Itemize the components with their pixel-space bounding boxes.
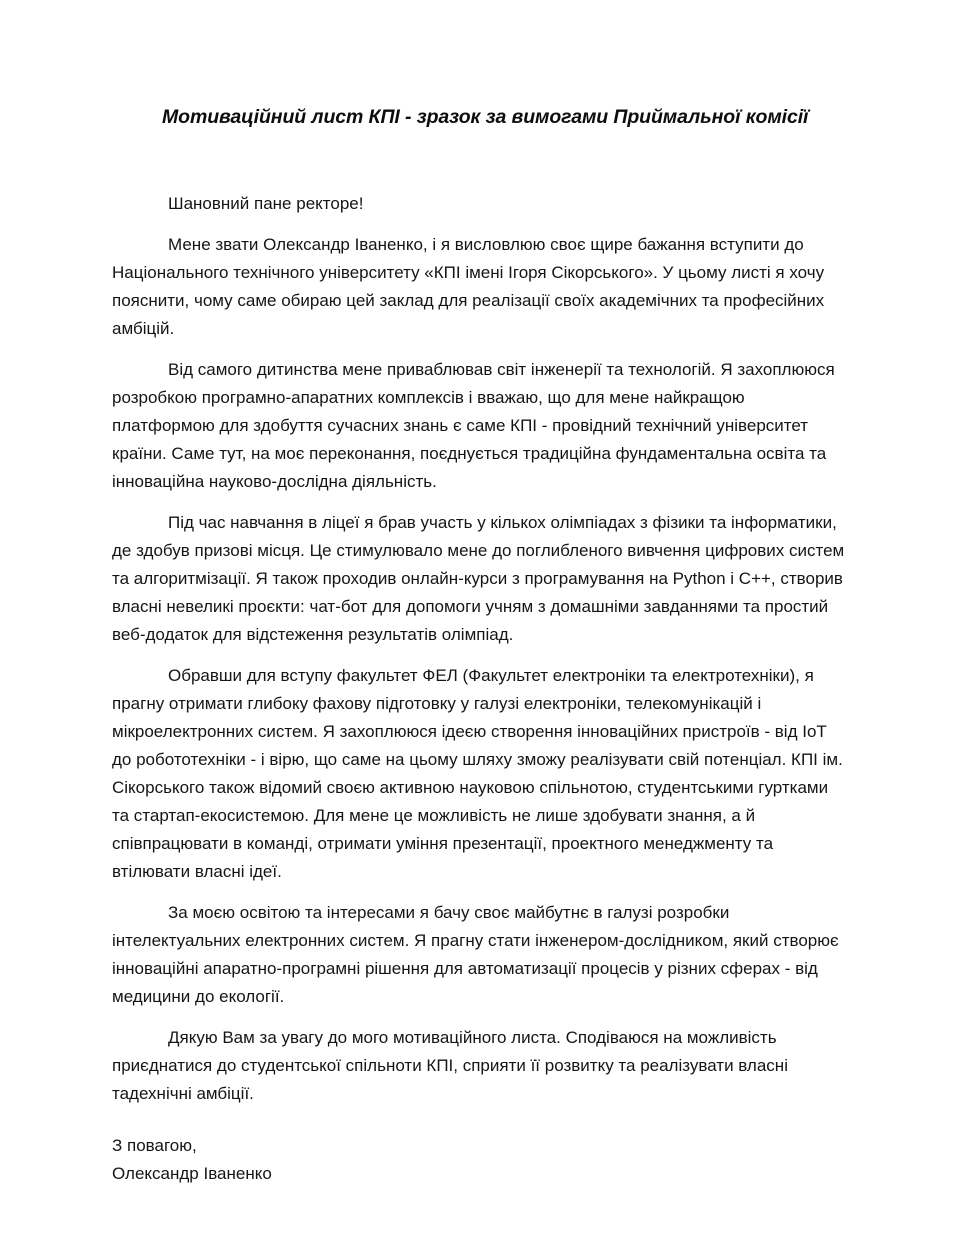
signature-block xyxy=(112,1108,848,1188)
letter-greeting: Шановний пане ректоре! xyxy=(168,194,364,213)
letter-paragraph-4: Обравши для вступу факультет ФЕЛ (Факультет електроніки та електротехніки), я прагну отримати глибоку фахову підготовку у галузі електроніки, телекомунікацій і мікроелектронних систем. Я захоплююся ідеєю створення інноваційних пристроїв - від IoT до робототехніки - і вірю, що саме на цьому шляху зможу реалізувати свій потенціал. КПІ ім. Сікорського також відомий своєю активною науковою спільнотою, студентськими гуртками та стартап-екосистемою. Для мене це можливість не лише здобувати знання, а й співпрацювати в команді, отримати уміння презентації, проектного менеджменту та втілювати власні ідеї. xyxy=(112,666,843,881)
letter-paragraph-6: Дякую Вам за увагу до мого мотиваційного листа. Сподіваюся на можливість приєднатися до студентської спільноти КПІ, сприяти її розвитку та реалізувати власні тадехнічні амбіції. xyxy=(112,1028,788,1103)
letter-paragraph-2: Від самого дитинства мене приваблював світ інженерії та технологій. Я захоплююся розробкою програмно-апаратних комплексів і вважаю, що для мене найкращою платформою для здобуття сучасних знань є саме КПІ - провідний технічний університет країни. Саме тут, на моє переконання, поєднується традиційна фундаментальна освіта та інноваційна науково-дослідна діяльність. xyxy=(112,360,835,491)
letter-paragraph-1: Мене звати Олександр Іваненко, і я висловлюю своє щире бажання вступити до Національного технічного університету «КПІ імені Ігоря Сікорського». У цьому листі я хочу пояснити, чому саме обираю цей заклад для реалізації своїх академічних та професійних амбіцій. xyxy=(112,235,825,338)
letter-paragraph-3: Під час навчання в ліцеї я брав участь у кількох олімпіадах з фізики та інформатики, де здобув призові місця. Це стимулювало мене до поглибленого вивчення цифрових систем та алгоритмізації. Я також проходив онлайн-курси з програмування на Python і C++, створив власні невеликі проєкти: чат-бот для допомоги учням з домашніми завданнями та простий веб-додаток для відстеження результатів олімпіад. xyxy=(112,513,845,644)
signature-closing: З повагою, xyxy=(112,1136,197,1155)
page-title: Мотиваційний лист КПІ - зразок за вимогами Приймальної комісії xyxy=(162,106,809,128)
letter-paragraph-5: За моєю освітою та інтересами я бачу своє майбутнє в галузі розробки інтелектуальних електронних систем. Я прагну стати інженером-дослідником, який створює інноваційні апаратно-програмні рішення для автоматизації процесів у різних сферах - від медицини до екології. xyxy=(112,903,839,1006)
document-body xyxy=(112,0,848,1188)
signature-name: Олександр Іваненко xyxy=(112,1164,272,1183)
